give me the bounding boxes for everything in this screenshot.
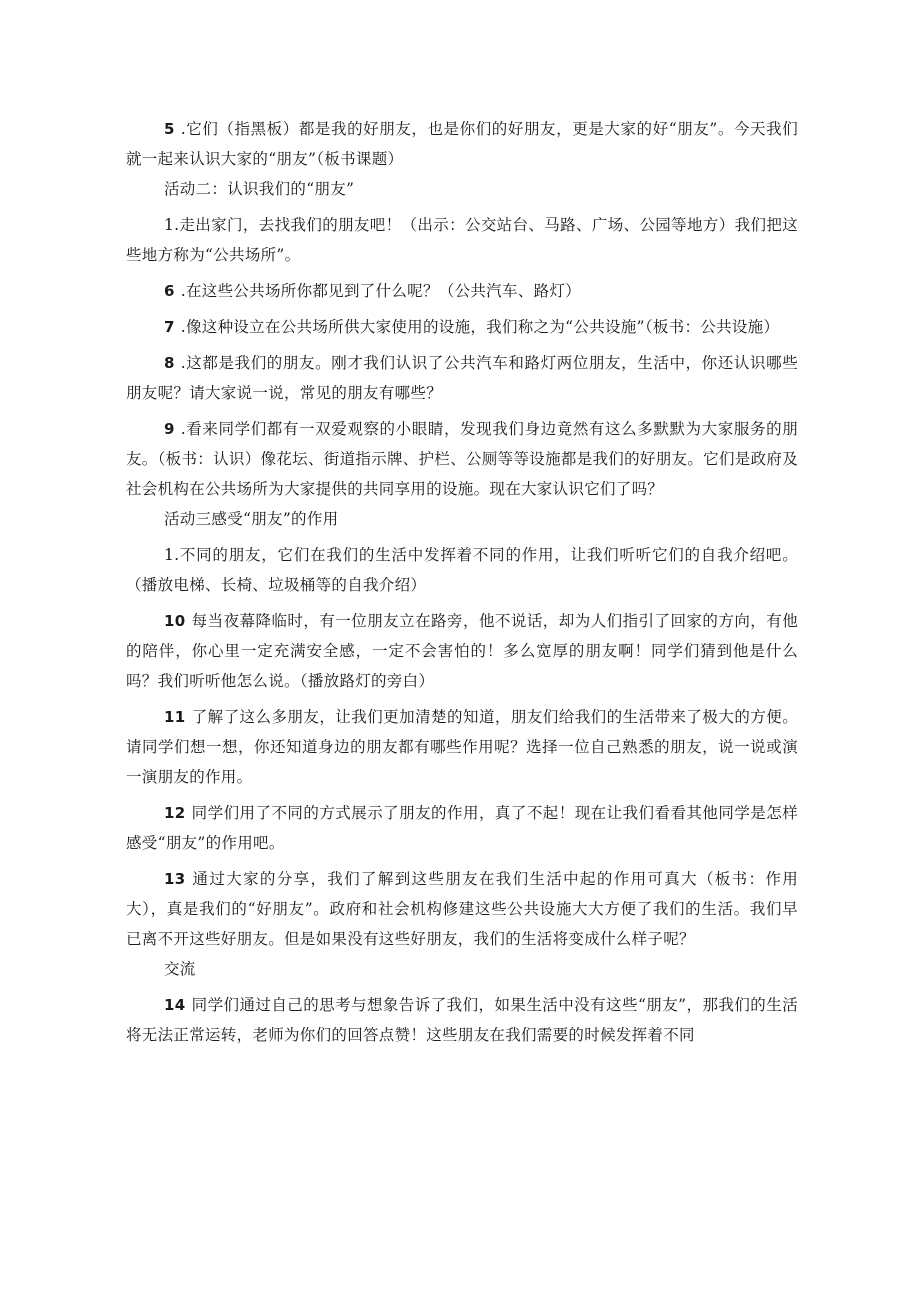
paragraph-number: 8 bbox=[164, 354, 175, 372]
paragraph-activity3-1: 1.不同的朋友，它们在我们的生活中发挥着不同的作用，让我们听听它们的自我介绍吧。（播放电梯、长椅、垃圾桶等的自我介绍） bbox=[126, 546, 798, 594]
paragraph-9 bbox=[126, 414, 798, 504]
paragraph-10 bbox=[126, 606, 798, 696]
paragraph-number: 12 bbox=[164, 804, 186, 822]
paragraph-number: 5 bbox=[164, 120, 175, 138]
paragraph-number: 13 bbox=[164, 870, 186, 888]
paragraph-text: .这都是我们的朋友。刚才我们认识了公共汽车和路灯两位朋友，生活中，你还认识哪些朋友呢？请大家说一说，常见的朋友有哪些？ bbox=[126, 354, 798, 402]
document-body bbox=[126, 114, 798, 1050]
paragraph-number: 14 bbox=[164, 996, 186, 1014]
paragraph-7 bbox=[126, 312, 798, 342]
paragraph-text: .像这种设立在公共场所供大家使用的设施，我们称之为“公共设施”（板书：公共设施） bbox=[180, 318, 780, 336]
paragraph-text: 同学们通过自己的思考与想象告诉了我们，如果生活中没有这些“朋友”，那我们的生活将无法正常运转，老师为你们的回答点赞！这些朋友在我们需要的时候发挥着不同 bbox=[126, 996, 798, 1044]
paragraph-11 bbox=[126, 702, 798, 792]
paragraph-activity2-1: 1.走出家门，去找我们的朋友吧！（出示：公交站台、马路、广场、公园等地方）我们把这些地方称为“公共场所”。 bbox=[126, 216, 798, 264]
paragraph-number: 6 bbox=[164, 282, 175, 300]
paragraph-number: 10 bbox=[164, 612, 186, 630]
paragraph-text: .看来同学们都有一双爱观察的小眼睛，发现我们身边竟然有这么多默默为大家服务的朋友。（板书：认识）像花坛、街道指示牌、护栏、公厕等等设施都是我们的好朋友。它们是政府及社会机构在公共场所为大家提供的共同享用的设施。现在大家认识它们了吗？ bbox=[126, 420, 798, 498]
paragraph-12 bbox=[126, 798, 798, 858]
paragraph-13 bbox=[126, 864, 798, 954]
paragraph-number: 11 bbox=[164, 708, 186, 726]
paragraph-14 bbox=[126, 990, 798, 1050]
paragraph-text: .在这些公共场所你都见到了什么呢？（公共汽车、路灯） bbox=[180, 282, 581, 300]
paragraph-text: 同学们用了不同的方式展示了朋友的作用，真了不起！现在让我们看看其他同学是怎样感受“朋友”的作用吧。 bbox=[126, 804, 798, 852]
paragraph-text: .它们（指黑板）都是我的好朋友，也是你们的好朋友，更是大家的好“朋友”。今天我们就一起来认识大家的“朋友”（板书课题） bbox=[126, 120, 798, 168]
paragraph-text: 每当夜幕降临时，有一位朋友立在路旁，他不说话，却为人们指引了回家的方向，有他的陪伴，你心里一定充满安全感，一定不会害怕的！多么宽厚的朋友啊！同学们猜到他是什么吗？我们听听他怎么说。（播放路灯的旁白） bbox=[126, 612, 798, 690]
activity-three-heading: 活动三感受“朋友”的作用 bbox=[164, 510, 339, 528]
paragraph-number: 7 bbox=[164, 318, 175, 336]
paragraph-6 bbox=[126, 276, 798, 306]
paragraph-number: 9 bbox=[164, 420, 175, 438]
paragraph-text: 了解了这么多朋友，让我们更加清楚的知道，朋友们给我们的生活带来了极大的方便。请同学们想一想，你还知道身边的朋友都有哪些作用呢？选择一位自己熟悉的朋友，说一说或演一演朋友的作用。 bbox=[126, 708, 798, 786]
paragraph-5 bbox=[126, 114, 798, 174]
exchange-label: 交流 bbox=[164, 960, 196, 978]
paragraph-8 bbox=[126, 348, 798, 408]
activity-two-heading: 活动二：认识我们的“朋友” bbox=[164, 180, 355, 198]
paragraph-text: 通过大家的分享，我们了解到这些朋友在我们生活中起的作用可真大（板书：作用大），真是我们的“好朋友”。政府和社会机构修建这些公共设施大大方便了我们的生活。我们早已离不开这些好朋友。但是如果没有这些好朋友，我们的生活将变成什么样子呢？ bbox=[126, 870, 798, 948]
